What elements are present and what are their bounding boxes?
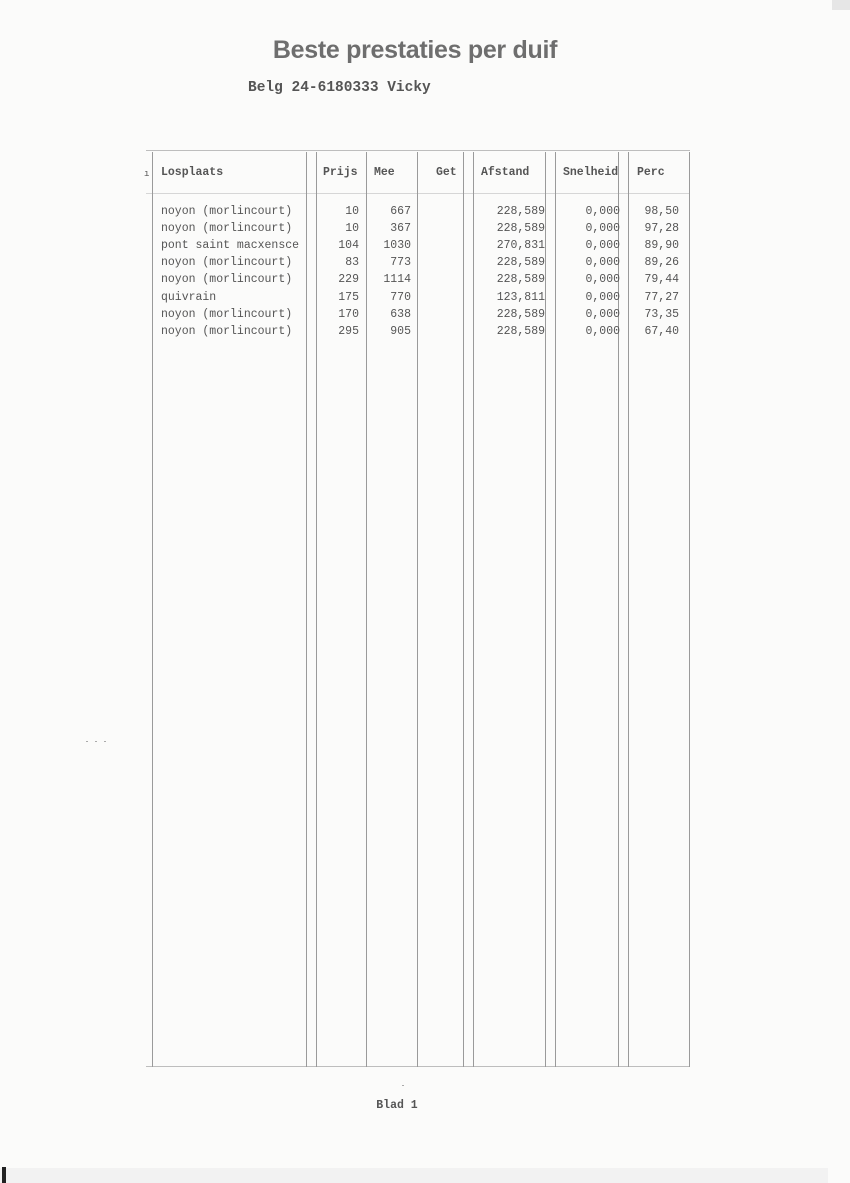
cell-mee: 367 — [390, 222, 411, 236]
row-marker: ı — [144, 169, 150, 179]
cell-perc: 89,26 — [644, 256, 679, 270]
cell-mee: 773 — [390, 256, 411, 270]
cell-losplaats: noyon (morlincourt) — [161, 273, 293, 287]
cell-losplaats: pont saint macxensce — [161, 239, 300, 253]
scan-speck — [402, 1085, 404, 1086]
header-snelheid: Snelheid — [563, 166, 619, 179]
cell-mee: 770 — [390, 290, 411, 304]
cell-perc: 73,35 — [644, 307, 679, 321]
header-perc: Perc — [637, 166, 665, 179]
column-divider — [689, 152, 690, 1067]
column-divider — [463, 152, 464, 1067]
header-mee: Mee — [374, 166, 395, 179]
column-divider — [545, 152, 546, 1067]
pigeon-identifier: Belg 24-6180333 Vicky — [248, 80, 431, 96]
cell-prijs: 83 — [345, 256, 359, 270]
header-losplaats: Losplaats — [161, 166, 224, 179]
cell-afstand: 228,589 — [496, 307, 545, 321]
cell-losplaats: quivrain — [161, 290, 217, 304]
cell-snelheid: 0,000 — [585, 222, 620, 236]
scan-speck — [86, 741, 88, 742]
cell-prijs: 175 — [338, 290, 359, 304]
header-afstand: Afstand — [481, 166, 530, 179]
cell-prijs: 104 — [338, 239, 359, 253]
cell-perc: 97,28 — [644, 222, 679, 236]
cell-perc: 77,27 — [644, 290, 679, 304]
scan-speck — [104, 741, 106, 742]
column-divider — [152, 152, 153, 1067]
cell-losplaats: noyon (morlincourt) — [161, 307, 293, 321]
cell-afstand: 270,831 — [496, 239, 545, 253]
cell-afstand: 228,589 — [496, 256, 545, 270]
cell-mee: 905 — [390, 324, 411, 338]
cell-losplaats: noyon (morlincourt) — [161, 256, 293, 270]
cell-afstand: 123,811 — [496, 290, 545, 304]
header-prijs: Prijs — [323, 166, 358, 179]
cell-snelheid: 0,000 — [585, 273, 620, 287]
cell-afstand: 228,589 — [496, 222, 545, 236]
cell-losplaats: noyon (morlincourt) — [161, 205, 293, 218]
table-top-rule — [146, 150, 690, 151]
cell-prijs: 170 — [338, 307, 359, 321]
cell-prijs: 295 — [338, 324, 359, 338]
cell-snelheid: 0,000 — [585, 290, 620, 304]
cell-losplaats: noyon (morlincourt) — [161, 324, 293, 338]
page-title: Beste prestaties per duif — [272, 36, 558, 64]
cell-mee: 1030 — [383, 239, 411, 253]
scan-edge-mark — [832, 0, 850, 10]
cell-afstand: 228,589 — [496, 273, 545, 287]
header-get: Get — [436, 166, 457, 179]
cell-snelheid: 0,000 — [585, 239, 620, 253]
table-bottom-rule — [146, 1066, 690, 1067]
header-bottom-rule — [146, 193, 690, 194]
cell-afstand: 228,589 — [496, 324, 545, 338]
cell-snelheid: 0,000 — [585, 307, 620, 321]
cell-mee: 1114 — [383, 273, 411, 287]
cell-mee: 667 — [390, 205, 411, 218]
cell-perc: 79,44 — [644, 273, 679, 287]
cell-prijs: 229 — [338, 273, 359, 287]
cell-snelheid: 0,000 — [585, 324, 620, 338]
scan-edge-mark — [2, 1167, 6, 1183]
cell-snelheid: 0,000 — [585, 256, 620, 270]
cell-perc: 67,40 — [644, 324, 679, 338]
cell-perc: 98,50 — [644, 205, 679, 218]
cell-losplaats: noyon (morlincourt) — [161, 222, 293, 236]
column-divider — [417, 152, 418, 1067]
page-number: Blad 1 — [376, 1099, 418, 1112]
scan-speck — [95, 741, 97, 742]
scan-bottom-edge — [0, 1168, 828, 1183]
cell-mee: 638 — [390, 307, 411, 321]
cell-prijs: 10 — [345, 205, 359, 218]
cell-perc: 89,90 — [644, 239, 679, 253]
cell-snelheid: 0,000 — [585, 205, 620, 218]
cell-afstand: 228,589 — [496, 205, 545, 218]
cell-prijs: 10 — [345, 222, 359, 236]
